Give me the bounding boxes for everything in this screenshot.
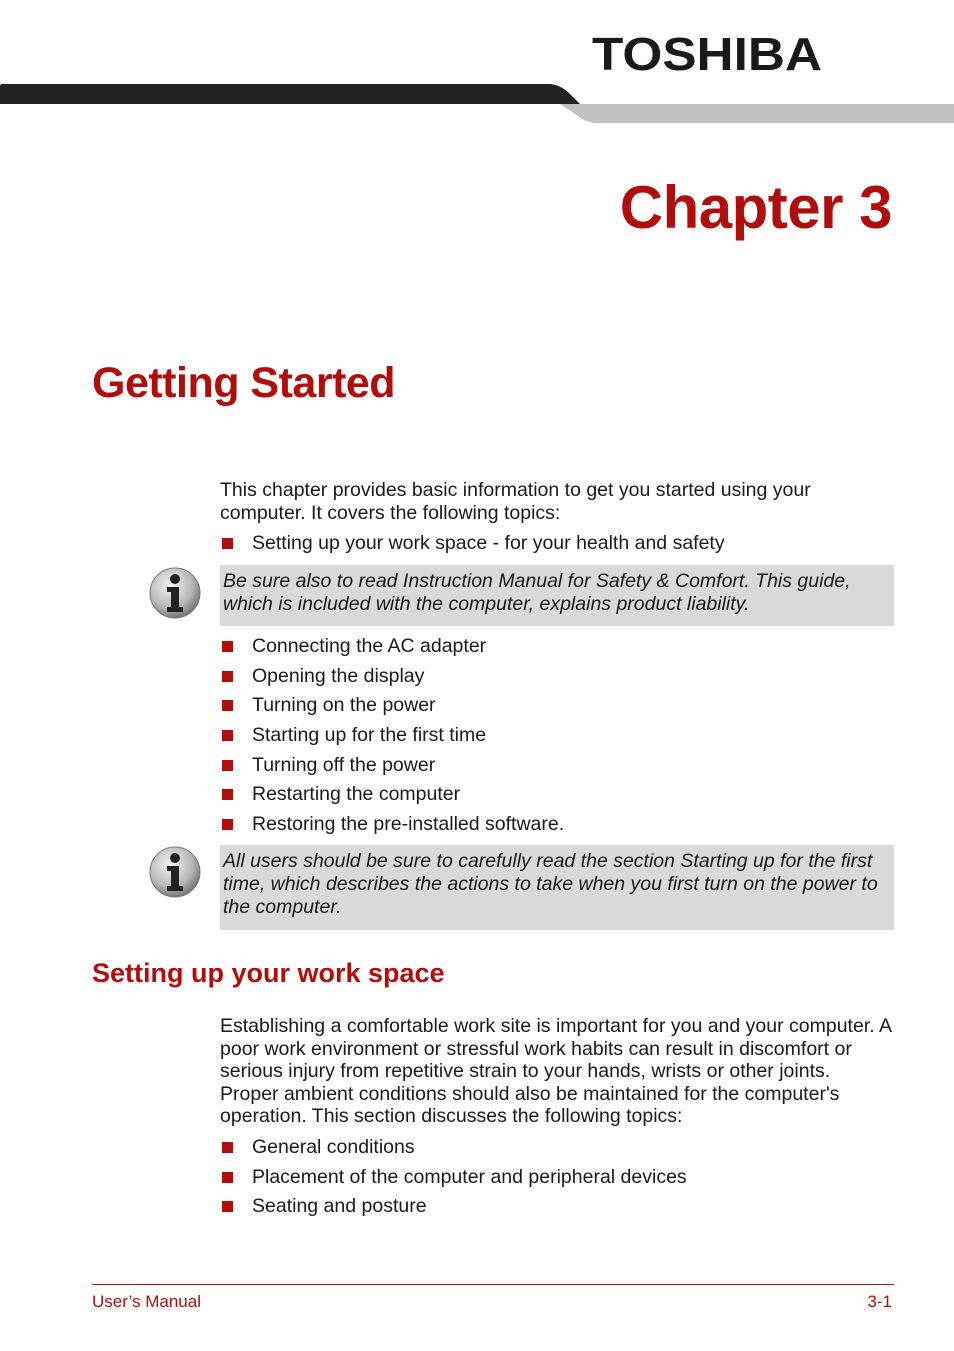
list-item: Connecting the AC adapter [220, 635, 564, 665]
chapter-title: Chapter 3 [619, 174, 892, 241]
note-text: Be sure also to read Instruction Manual for Safety & Comfort. This guide, which is included with the computer, explains product liability. [223, 570, 851, 615]
toshiba-logo [592, 30, 824, 76]
list-item: Opening the display [220, 665, 564, 695]
topics-list-first [220, 532, 725, 562]
info-icon [148, 845, 202, 899]
list-item: Placement of the computer and peripheral devices [220, 1166, 687, 1196]
list-item: General conditions [220, 1136, 687, 1166]
header-bands [0, 84, 954, 126]
list-item: Restoring the pre-installed software. [220, 813, 564, 843]
workspace-paragraph: Establishing a comfortable work site is important for you and your computer. A poor work environment or stressful work habits can result in discomfort or serious injury from repetitive strain to your hands, wrists or other joints. Proper ambient conditions should also be maintained for the computer's operation. This section discusses the following topics: [220, 1015, 891, 1127]
list-item: Restarting the computer [220, 783, 564, 813]
note-box [220, 845, 894, 930]
subsection-title: Setting up your work space [92, 958, 445, 988]
footer-page-number: 3-1 [867, 1292, 892, 1311]
workspace-topics-list [220, 1136, 687, 1225]
list-item: Turning on the power [220, 694, 564, 724]
info-icon [148, 566, 202, 620]
footer-manual-title: User’s Manual [92, 1292, 201, 1311]
list-item: Setting up your work space - for your health and safety [220, 532, 725, 562]
header-band-light [560, 104, 954, 123]
note-box [220, 565, 894, 626]
intro-paragraph: This chapter provides basic information to get you started using your computer. It covers the following topics: [220, 479, 811, 524]
note-text: All users should be sure to carefully read the section Starting up for the first time, which describes the actions to take when you first turn on the power to the computer. [223, 850, 878, 918]
footer-rule [92, 1284, 894, 1285]
header-band-dark [0, 84, 580, 104]
list-item: Starting up for the first time [220, 724, 564, 754]
topics-list [220, 635, 564, 843]
section-title: Getting Started [92, 359, 396, 407]
list-item: Turning off the power [220, 754, 564, 784]
brand-logo-text: TOSHIBA [592, 30, 822, 76]
list-item: Seating and posture [220, 1195, 687, 1225]
